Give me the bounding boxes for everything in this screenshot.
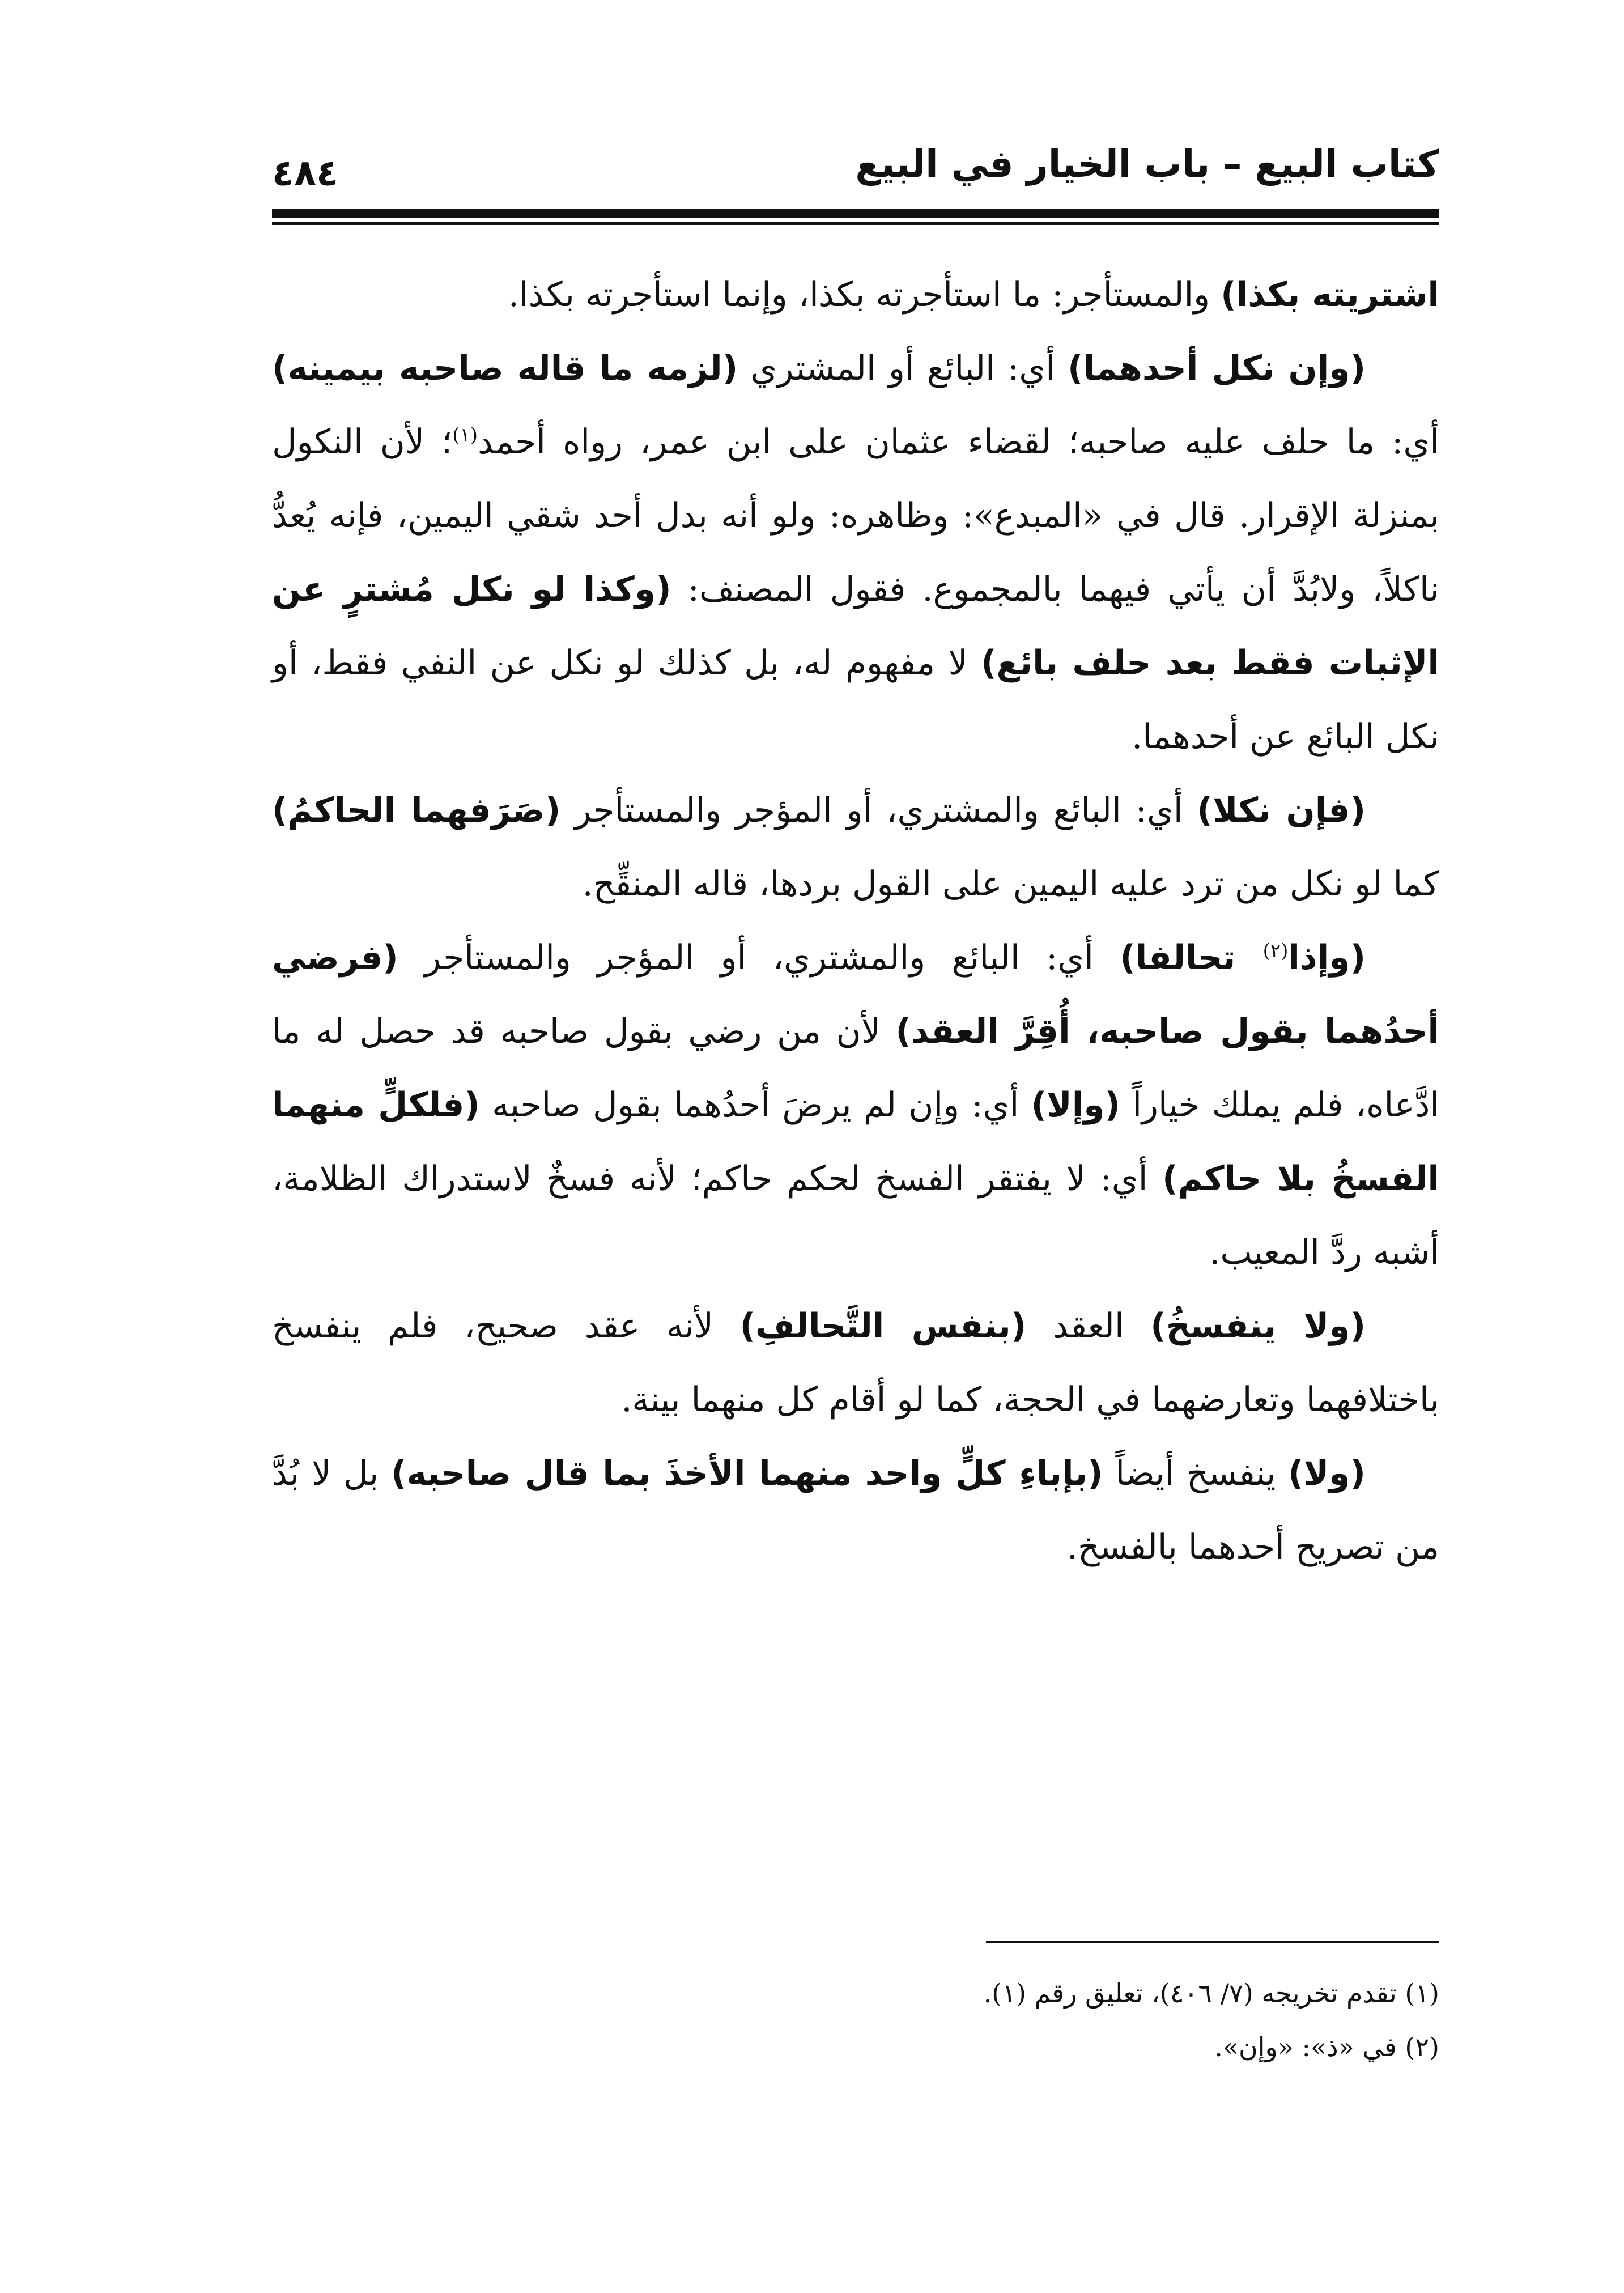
text-run: ؛ لأن النكول بمنزلة الإقرار. قال في «المبدع»: وظاهره: ولو أنه بدل أحد شقي اليمين، فإنه يُعدُّ ناكلاً، ولابُدَّ أن يأتي فيهما بالمجموع. فقول المصنف: (272, 422, 1440, 609)
bold-phrase: (بإباءِ كلٍّ واحد منهما الأخذَ بما قال صاحبه) (391, 1454, 1103, 1493)
footnote-1: (١) تقدم تخريجه (٧/ ٤٠٦)، تعليق رقم (١). (983, 1978, 1439, 2009)
bold-phrase: (فرضي أحدُهما بقول صاحبه، أُقِرَّ العقد) (272, 938, 1440, 1051)
text-run: كما لو نكل من ترد عليه اليمين على القول بردها، قاله المنقِّح. (582, 864, 1439, 904)
running-header (272, 136, 1439, 232)
footnote-marker: (١) (452, 424, 478, 447)
text-run: لأنه عقد صحيح، فلم ينفسخ باختلافهما وتعارضهما في الحجة، كما لو أقام كل منهما بينة. (272, 1306, 1439, 1420)
text-run: العقد (1026, 1306, 1151, 1346)
page-number: ٤٨٤ (272, 152, 339, 194)
header-rule-thick (272, 209, 1439, 218)
bold-phrase: (فإن نكلا) (1197, 791, 1366, 830)
main-text (272, 258, 1439, 1584)
paragraph-4 (272, 921, 1439, 1289)
bold-phrase: (وإذا (1288, 938, 1366, 978)
bold-phrase: (فلكلٍّ منهما الفسخُ بلا حاكم) (272, 1085, 1439, 1199)
bold-phrase: (صَرَفهما الحاكمُ) (272, 791, 561, 830)
bold-phrase: اشتريته بكذا) (1221, 275, 1439, 315)
header-rule-thin (272, 222, 1439, 225)
footnote-marker: (٢) (1262, 940, 1289, 962)
bold-phrase: تحالفا) (1120, 938, 1263, 978)
text-run: لأن من رضي بقول صاحبه قد حصل له ما ادَّعاه، فلم يملك خياراً (272, 1012, 1439, 1125)
text-run: لا مفهوم له، بل كذلك لو نكل عن النفي فقط، أو نكل البائع عن أحدهما. (272, 643, 1439, 757)
bold-phrase: (وإن نكل أحدهما) (1068, 349, 1366, 388)
text-run: أي: البائع والمشتري، أو المؤجر والمستأجر (560, 791, 1197, 830)
footnote-separator (986, 1941, 1439, 1943)
text-run: أي: ما حلف عليه صاحبه؛ لقضاء عثمان على ابن عمر، رواه أحمد (478, 422, 1440, 462)
text-run: والمستأجر: ما استأجرته بكذا، وإنما استأجرته بكذا. (508, 275, 1221, 315)
bold-phrase: (ولا ينفسخُ) (1150, 1306, 1366, 1346)
footnotes (272, 1967, 1439, 2074)
running-title: كتاب البيع – باب الخيار في البيع (855, 142, 1439, 186)
paragraph-5 (272, 1289, 1439, 1437)
paragraph-2 (272, 332, 1439, 774)
bold-phrase: (وإلا) (1031, 1085, 1120, 1125)
text-run: أي: البائع أو المشتري (738, 349, 1068, 388)
text-run: أي: وإن لم يرضَ أحدُهما بقول صاحبه (479, 1085, 1031, 1125)
paragraph-1 (272, 258, 1439, 332)
text-run: أي: البائع والمشتري، أو المؤجر والمستأجر (398, 938, 1120, 978)
footnote-2: (٢) في «ذ»: «وإن». (1214, 2032, 1439, 2062)
paragraph-3 (272, 774, 1439, 921)
text-run: بل لا بُدَّ من تصريح أحدهما بالفسخ. (272, 1454, 1439, 1567)
bold-phrase: (وكذا لو نكل مُشترٍ عن الإثبات فقط بعد حلف بائع) (272, 570, 1440, 683)
bold-phrase: (بنفس التَّحالفِ) (739, 1306, 1027, 1346)
bold-phrase: (لزمه ما قاله صاحبه بيمينه) (272, 349, 738, 388)
text-run: أي: لا يفتقر الفسخ لحكم حاكم؛ لأنه فسخٌ لاستدراك الظلامة، أشبه ردَّ المعيب. (272, 1159, 1439, 1272)
bold-phrase: (ولا) (1288, 1454, 1366, 1493)
text-run: ينفسخ أيضاً (1103, 1454, 1289, 1493)
paragraph-6 (272, 1437, 1439, 1584)
